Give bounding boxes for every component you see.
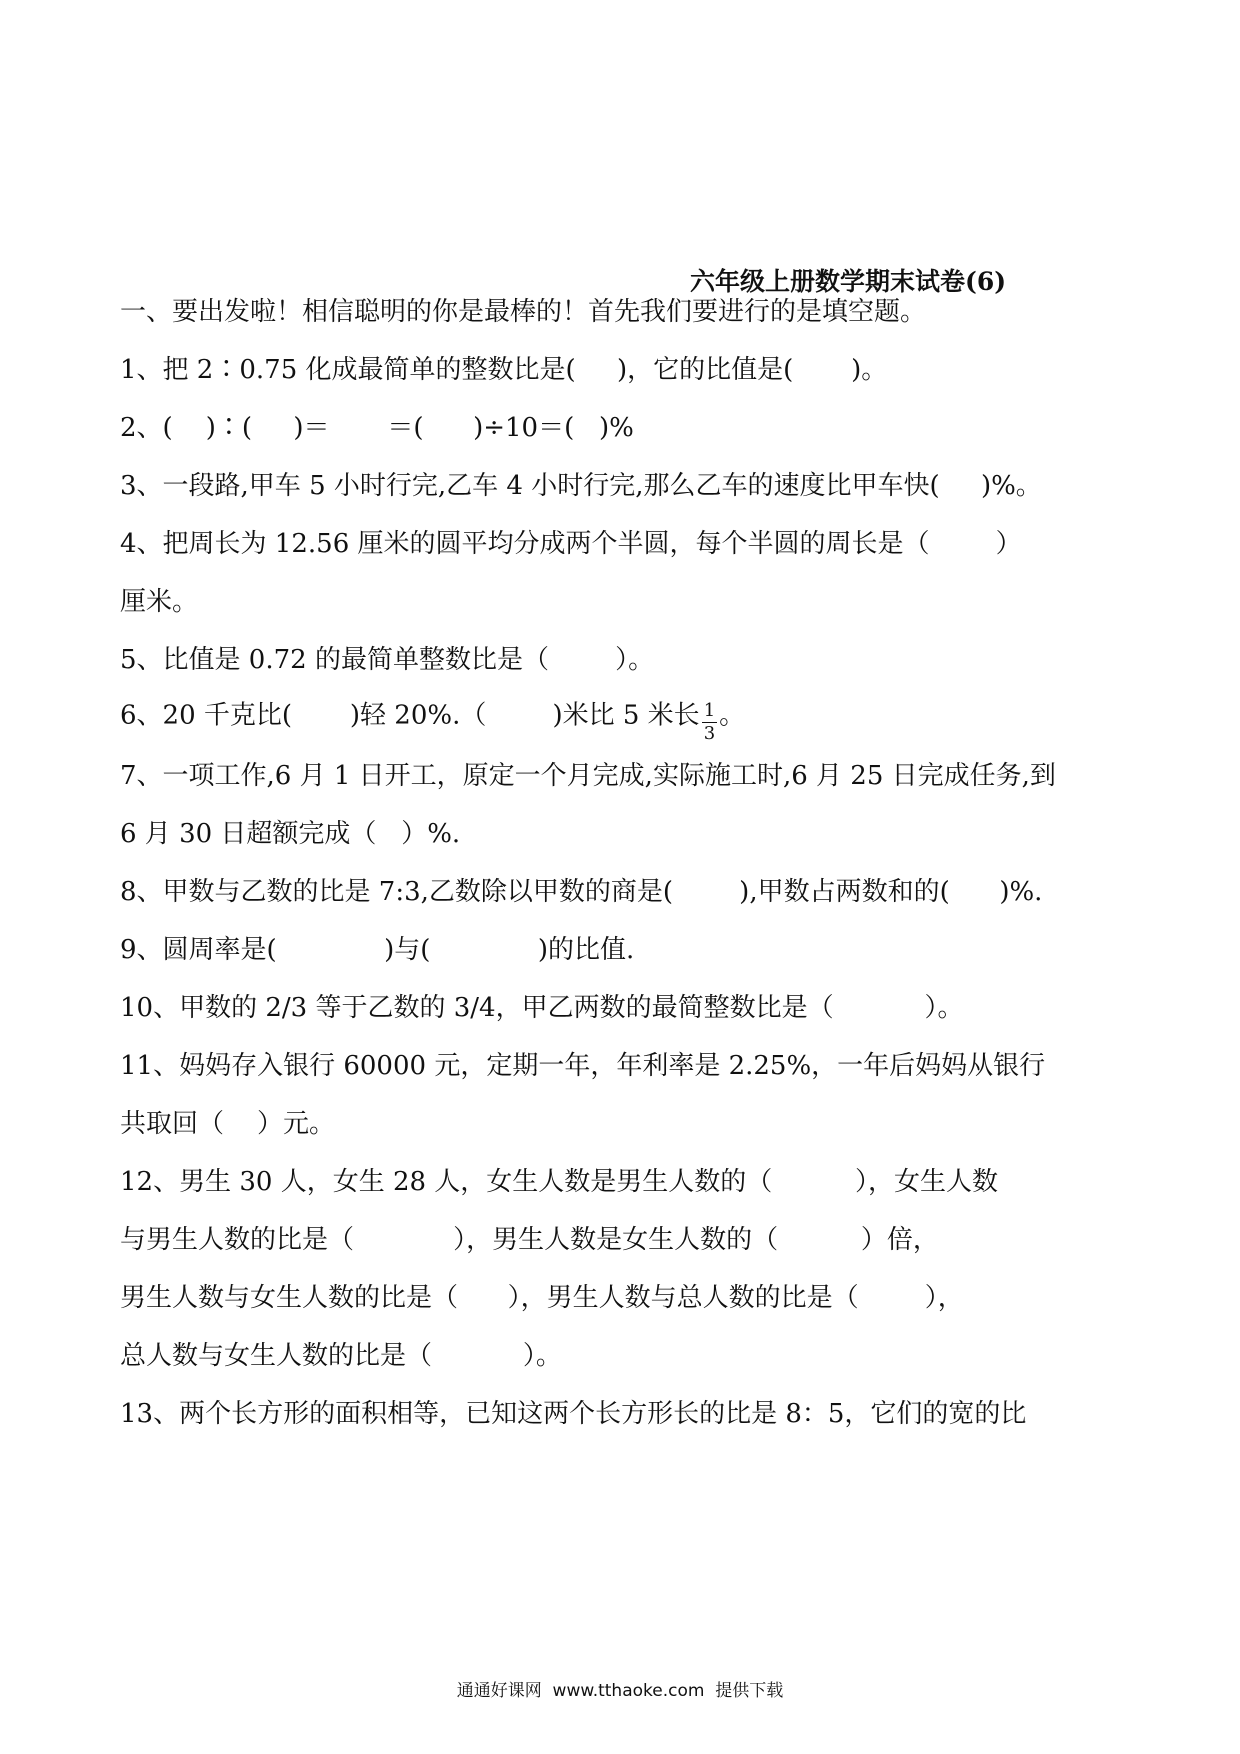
question-8: 8、甲数与乙数的比是 7:3,乙数除以甲数的商是( ),甲数占两数和的( )%. xyxy=(120,877,1043,907)
question-13-line-1: 13、两个长方形的面积相等，已知这两个长方形长的比是 8：5，它们的宽的比 xyxy=(120,1399,1027,1429)
section-heading: 一、要出发啦！相信聪明的你是最棒的！首先我们要进行的是填空题。 xyxy=(120,297,927,327)
question-7-line-1: 7、一项工作,6 月 1 日开工，原定一个月完成,实际施工时,6 月 25 日完成任务,到 xyxy=(120,761,1056,791)
question-5: 5、比值是 0.72 的最简单整数比是（ ）。 xyxy=(120,645,655,675)
question-1: 1、把 2∶0.75 化成最简单的整数比是( )，它的比值是( )。 xyxy=(120,355,888,385)
question-11-line-1: 11、妈妈存入银行 60000 元，定期一年，年利率是 2.25%，一年后妈妈从银行 xyxy=(120,1051,1046,1081)
page-title: 六年级上册数学期末试卷(6) xyxy=(690,267,1007,296)
question-3: 3、一段路,甲车 5 小时行完,乙车 4 小时行完,那么乙车的速度比甲车快( )%。 xyxy=(120,471,1042,501)
question-7-line-2: 6 月 30 日超额完成（ ）%. xyxy=(120,819,461,849)
fraction-denominator: 3 xyxy=(703,723,716,744)
question-11-line-2: 共取回（ ）元。 xyxy=(120,1109,336,1139)
question-2: 2、( )∶( )＝ ＝( )÷10＝( )% xyxy=(120,413,634,443)
question-6-text: 6、20 千克比( )轻 20%.（ )米比 5 米长 xyxy=(120,700,700,731)
question-10: 10、甲数的 2/3 等于乙数的 3/4，甲乙两数的最简整数比是（ ）。 xyxy=(120,993,964,1023)
question-12-line-2: 与男生人数的比是（ ），男生人数是女生人数的（ ）倍， xyxy=(120,1225,939,1255)
question-12-line-1: 12、男生 30 人，女生 28 人，女生人数是男生人数的（ ），女生人数 xyxy=(120,1167,998,1197)
question-4-line-1: 4、把周长为 12.56 厘米的圆平均分成两个半圆，每个半圆的周长是（ ） xyxy=(120,529,1022,559)
question-12-line-4: 总人数与女生人数的比是（ ）。 xyxy=(120,1341,562,1371)
fraction-one-third xyxy=(702,700,717,745)
question-9: 9、圆周率是( )与( )的比值. xyxy=(120,935,635,965)
question-6 xyxy=(120,694,746,744)
fraction-numerator: 1 xyxy=(703,700,716,721)
question-6-end: 。 xyxy=(719,700,746,731)
question-4-line-2: 厘米。 xyxy=(120,587,199,617)
page-footer: 通通好课网 www.tthaoke.com 提供下载 xyxy=(456,1681,784,1701)
question-12-line-3: 男生人数与女生人数的比是（ ），男生人数与总人数的比是（ ）， xyxy=(120,1283,964,1313)
